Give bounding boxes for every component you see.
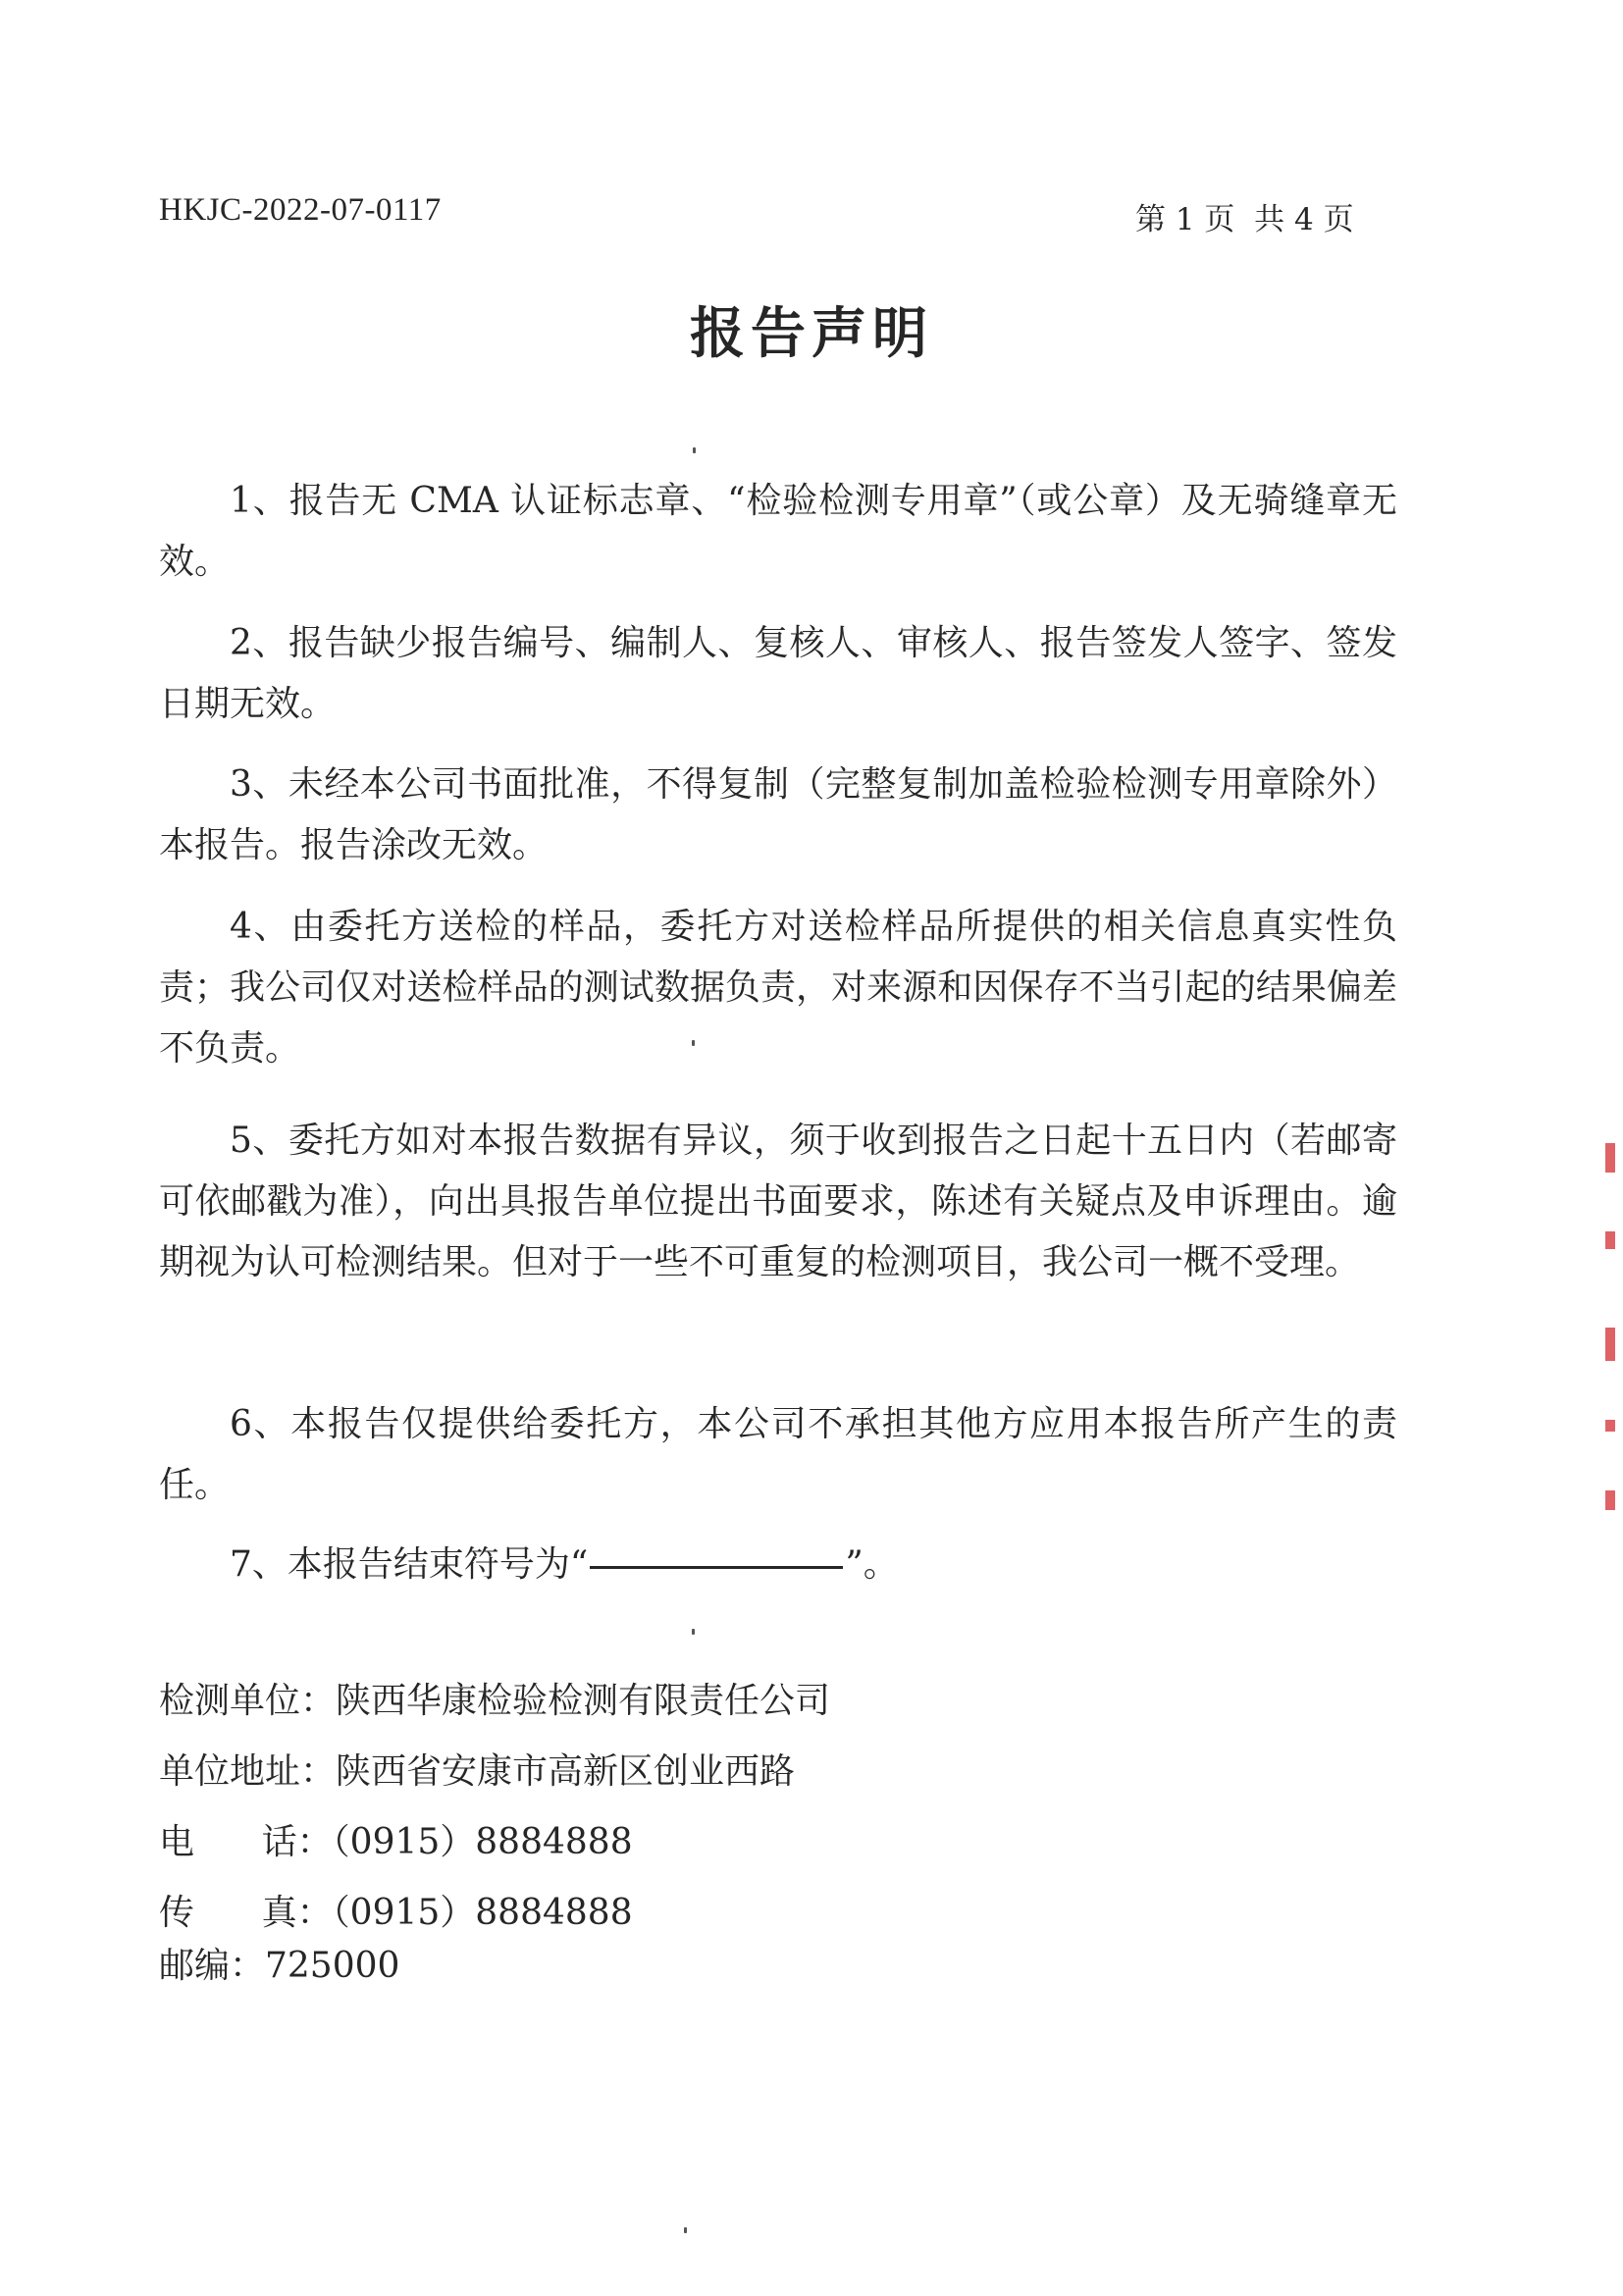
clause-1: 1、报告无 CMA 认证标志章、“检验检测专用章”（或公章）及无骑缝章无效。	[159, 481, 1397, 582]
clause-7	[230, 1535, 899, 1595]
clause-2: 2、报告缺少报告编号、编制人、复核人、审核人、报告签发人签字、签发日期无效。	[159, 623, 1397, 724]
clause-7-suffix: ”。	[845, 1544, 899, 1585]
clause-7-prefix: 7、本报告结束符号为“	[230, 1544, 589, 1585]
report-code: HKJC-2022-07-0117	[159, 192, 442, 228]
end-symbol-line	[590, 1566, 843, 1569]
testing-unit: 检测单位：陕西华康检验检测有限责任公司	[159, 1681, 831, 1721]
clause-6: 6、本报告仅提供给委托方，本公司不承担其他方应用本报告所产生的责任。	[159, 1404, 1397, 1505]
clause-5: 5、委托方如对本报告数据有异议，须于收到报告之日起十五日内（若邮寄可依邮戳为准），向出具报告单位提出书面要求，陈述有关疑点及申诉理由。逾期视为认可检测结果。但对于一些不可重复的检测项目，我公司一概不受理。	[159, 1121, 1397, 1282]
scan-speck	[684, 2227, 687, 2233]
clause-4: 4、由委托方送检的样品，委托方对送检样品所提供的相关信息真实性负责；我公司仅对送检样品的测试数据负责，对来源和因保存不当引起的结果偏差不负责。	[159, 907, 1397, 1069]
clause-3: 3、未经本公司书面批准，不得复制（完整复制加盖检验检测专用章除外）本报告。报告涂改无效。	[159, 764, 1397, 865]
unit-address: 单位地址：陕西省安康市高新区创业西路	[159, 1751, 796, 1792]
scan-speck	[692, 1629, 695, 1635]
phone: 电 话：（0915）8884888	[159, 1822, 633, 1862]
fax: 传 真：（0915）8884888	[159, 1893, 633, 1933]
scan-speck	[693, 447, 696, 453]
page-info: 第 1 页 共 4 页	[1135, 202, 1354, 237]
page-title: 报告声明	[690, 301, 933, 366]
postcode: 邮编：725000	[159, 1946, 400, 1986]
scan-speck	[692, 1040, 695, 1046]
seam-seal-fragment	[1599, 1143, 1623, 1510]
